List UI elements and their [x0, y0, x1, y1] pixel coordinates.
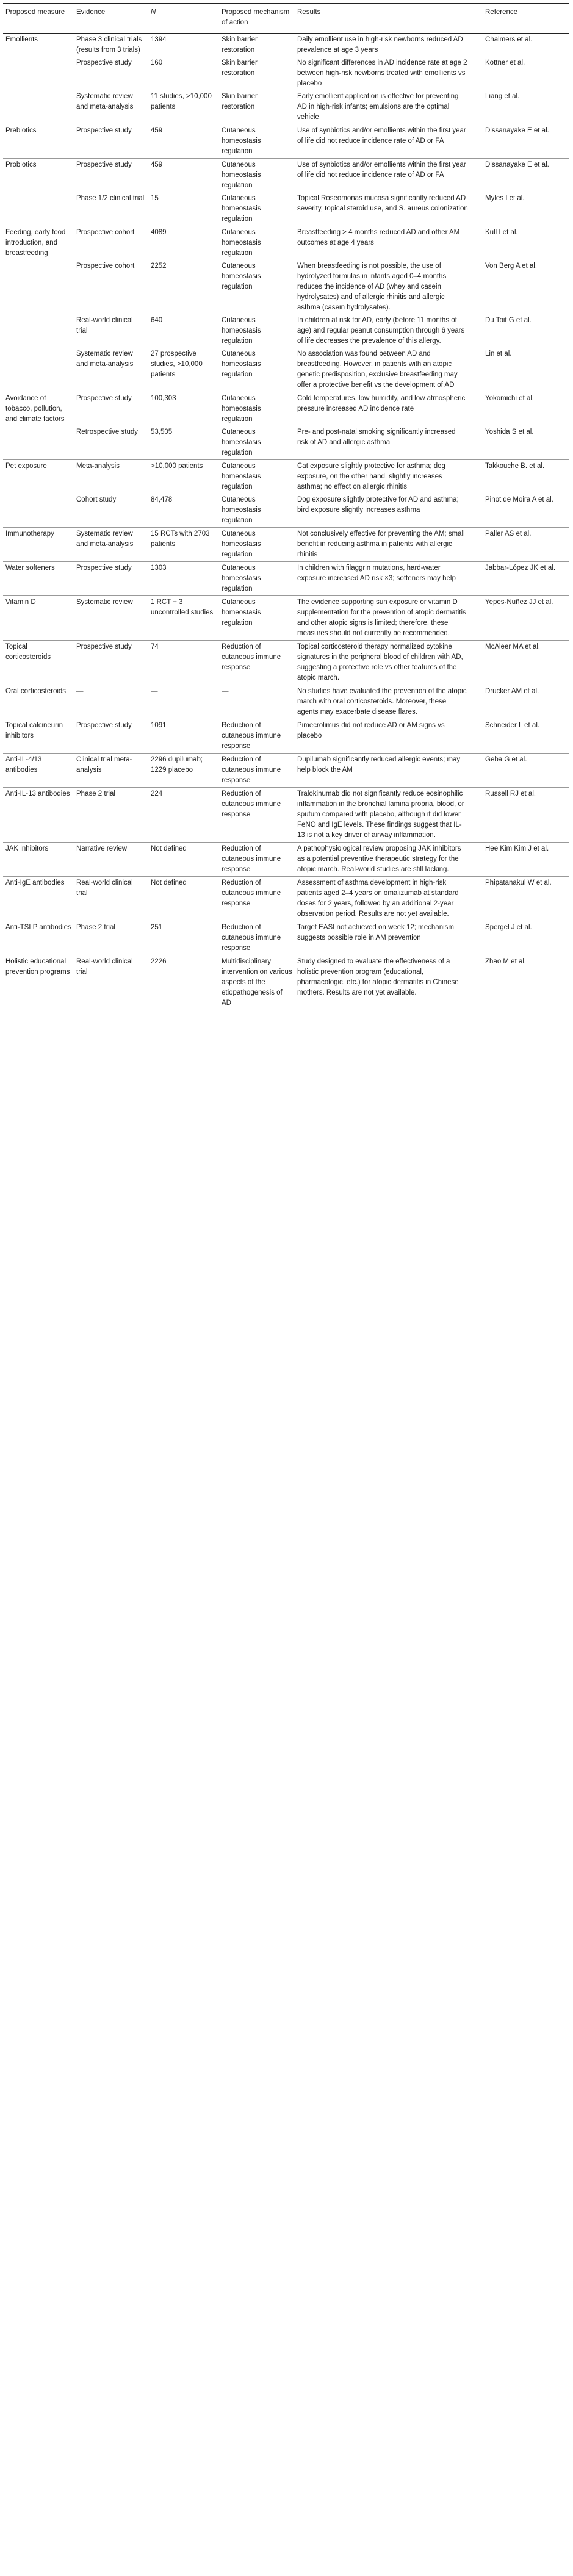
table-row: [3, 843, 569, 877]
cell-results: In children with filaggrin mutations, hard-water exposure increased AD risk ×3; softeners may help: [295, 562, 483, 596]
header-n: N: [148, 4, 219, 34]
cell-measure: [3, 314, 74, 348]
cell-reference: Russell RJ et al.: [483, 788, 569, 843]
cell-reference: Myles I et al.: [485, 195, 525, 202]
cell-results: Early emollient application is effective for preventing AD in high-risk infants; emulsions are the optimal vehicle: [297, 93, 459, 121]
table-row: [3, 57, 569, 90]
cell-measure: Topical calcineurin inhibitors: [3, 719, 74, 754]
cell-mechanism: Cutaneous homeostasis regulation: [222, 262, 261, 290]
cell-reference: Von Berg A et al.: [485, 262, 538, 270]
cell-results: Breastfeeding > 4 months reduced AD and other AM outcomes at age 4 years: [295, 226, 483, 261]
cell-evidence: Systematic review and meta-analysis: [74, 528, 148, 562]
table-header: [3, 4, 569, 34]
cell-mechanism: Cutaneous homeostasis regulation: [222, 350, 261, 378]
cell-reference: Yepes-Nuñez JJ et al.: [483, 596, 569, 641]
cell-mechanism: Cutaneous homeostasis regulation: [222, 317, 261, 345]
cell-n: 1091: [148, 719, 219, 754]
cell-mechanism: Cutaneous homeostasis regulation: [222, 428, 261, 456]
cell-evidence: Phase 2 trial: [74, 788, 148, 843]
cell-n: 2296 dupilumab; 1229 placebo: [148, 754, 219, 788]
cell-results: Cold temperatures, low humidity, and low atmospheric pressure increased AD incidence rate: [295, 392, 483, 426]
cell-evidence: Meta-analysis: [74, 460, 148, 494]
cell-results: The evidence supporting sun exposure or vitamin D supplementation for the prevention of atopic dermatitis and other atopic signs is limited; therefore, these measures should not currently be recommended.: [295, 596, 483, 641]
cell-mechanism: Reduction of cutaneous immune response: [219, 788, 295, 843]
cell-reference: Hee Kim Kim J et al.: [483, 843, 569, 877]
cell-n: 1303: [148, 562, 219, 596]
cell-results: When breastfeeding is not possible, the use of hydrolyzed formulas in infants aged 0–4 months reduces the incidence of AD (whey and casein hydrolysates) and of allergic rhinitis and allergic asthma (casein hydrolysates).: [297, 262, 447, 311]
cell-measure: Oral corticosteroids: [3, 685, 74, 719]
cell-mechanism: —: [219, 685, 295, 719]
cell-n: 459: [148, 124, 219, 159]
cell-measure: [3, 494, 74, 528]
cell-results: Pre- and post-natal smoking significantly increased risk of AD and allergic asthma: [297, 428, 456, 446]
cell-results: Dog exposure slightly protective for AD and asthma; bird exposure slightly increases asthma: [297, 496, 459, 514]
header-results: Results: [295, 4, 483, 34]
cell-n: 2226: [148, 955, 219, 1010]
cell-n: 224: [148, 788, 219, 843]
table-row: [3, 921, 569, 955]
cell-reference: Liang et al.: [485, 93, 520, 100]
cell-results: No significant differences in AD incidence rate at age 2 between high-risk newborns treated with emollients vs placebo: [297, 59, 467, 87]
cell-results: Pimecrolimus did not reduce AD or AM signs vs placebo: [295, 719, 483, 754]
cell-reference: Jabbar-López JK et al.: [483, 562, 569, 596]
cell-n: 459: [148, 159, 219, 193]
cell-measure: [3, 348, 74, 392]
cell-measure: [3, 260, 74, 314]
cell-results: Assessment of asthma development in high-risk patients aged 2–4 years on omalizumab at standard doses for 2 years, followed by an additional 2-year observation period. Results are not yet available.: [295, 877, 483, 921]
table-row: [3, 754, 569, 788]
cell-reference: Pinot de Moira A et al.: [485, 496, 553, 503]
cell-mechanism: Skin barrier restoration: [222, 36, 258, 54]
cell-reference: Geba G et al.: [483, 754, 569, 788]
cell-reference: Du Toit G et al.: [485, 317, 532, 324]
cell-measure: [3, 90, 74, 124]
table-row: [3, 192, 569, 226]
cell-mechanism: Reduction of cutaneous immune response: [219, 754, 295, 788]
cell-evidence: Phase 1/2 clinical trial: [76, 195, 145, 202]
cell-mechanism: Cutaneous homeostasis regulation: [219, 596, 295, 641]
cell-mechanism: Cutaneous homeostasis regulation: [219, 528, 295, 562]
cell-reference: Dissanayake E et al.: [483, 124, 569, 159]
cell-n: 1 RCT + 3 uncontrolled studies: [148, 596, 219, 641]
table-row: [3, 90, 569, 124]
prevention-measures-table: [3, 3, 569, 1010]
cell-reference: Schneider L et al.: [483, 719, 569, 754]
table-row: [3, 226, 569, 261]
cell-n: Not defined: [148, 843, 219, 877]
cell-measure: Probiotics: [3, 159, 74, 193]
header-reference: Reference: [483, 4, 569, 34]
cell-results: Use of synbiotics and/or emollients within the first year of life did not reduce incidence rate of AD or FA: [295, 159, 483, 193]
cell-results: A pathophysiological review proposing JAK inhibitors as a potential preventive therapeutic strategy for the atopic march. Real-world studies are still lacking.: [295, 843, 483, 877]
cell-n: 100,303: [148, 392, 219, 426]
cell-evidence: Prospective study: [74, 641, 148, 685]
cell-results: In children at risk for AD, early (before 11 months of age) and regular peanut consumption through 6 years of life decreases the prevalence of this allergy.: [297, 317, 465, 345]
cell-reference: Yoshida S et al.: [485, 428, 534, 436]
cell-evidence: Phase 3 clinical trials (results from 3 trials): [76, 36, 142, 54]
cell-evidence: Phase 2 trial: [74, 921, 148, 955]
table-row: [3, 955, 569, 1010]
cell-n: 4089: [148, 226, 219, 261]
cell-results: Topical corticosteroid therapy normalized cytokine signatures in the peripheral blood of children with AD, suggesting a protective role vs other features of the atopic march.: [295, 641, 483, 685]
cell-measure: Feeding, early food introduction, and breastfeeding: [3, 226, 74, 261]
cell-evidence: Systematic review and meta-analysis: [76, 93, 134, 110]
cell-mechanism: Reduction of cutaneous immune response: [219, 921, 295, 955]
cell-mechanism: Cutaneous homeostasis regulation: [222, 195, 261, 223]
cell-measure: Topical corticosteroids: [3, 641, 74, 685]
cell-measure: Pet exposure: [3, 460, 74, 494]
cell-mechanism: Reduction of cutaneous immune response: [219, 641, 295, 685]
cell-measure: Holistic educational prevention programs: [3, 955, 74, 1010]
table-row: [3, 528, 569, 562]
table-row: [3, 460, 569, 494]
cell-results: Daily emollient use in high-risk newborns reduced AD prevalence at age 3 years: [297, 36, 463, 54]
table-row: [3, 260, 569, 314]
cell-measure: [3, 426, 74, 460]
cell-measure: [3, 57, 74, 90]
cell-mechanism: Reduction of cutaneous immune response: [219, 719, 295, 754]
cell-evidence: Real-world clinical trial: [74, 955, 148, 1010]
cell-results: Not conclusively effective for preventing the AM; small benefit in reducing asthma in patients with allergic rhinitis: [295, 528, 483, 562]
cell-n: 15 RCTs with 2703 patients: [148, 528, 219, 562]
cell-reference: Lin et al.: [485, 350, 512, 358]
table-row: [3, 641, 569, 685]
cell-evidence: Cohort study: [76, 496, 117, 503]
table-row: [3, 159, 569, 193]
cell-reference: Drucker AM et al.: [483, 685, 569, 719]
cell-evidence: Clinical trial meta-analysis: [74, 754, 148, 788]
header-row: [3, 4, 569, 34]
cell-results: Tralokinumab did not significantly reduce eosinophilic inflammation in the bronchial lamina propria, blood, or sputum compared with placebo, although it did lower FeNO and IgE levels. These findings suggest that IL-13 is not a key driver of airway inflammation.: [295, 788, 483, 843]
cell-evidence: Prospective study: [74, 124, 148, 159]
cell-results: Dupilumab significantly reduced allergic events; may help block the AM: [295, 754, 483, 788]
table-row: [3, 877, 569, 921]
table-row: [3, 788, 569, 843]
cell-mechanism: Cutaneous homeostasis regulation: [219, 562, 295, 596]
cell-mechanism: Reduction of cutaneous immune response: [219, 877, 295, 921]
table-row: [3, 596, 569, 641]
cell-results: Target EASI not achieved on week 12; mechanism suggests possible role in AM prevention: [295, 921, 483, 955]
cell-evidence: Prospective study: [74, 392, 148, 426]
cell-results: Study designed to evaluate the effectiveness of a holistic prevention program (educational, pharmacologic, etc.) for atopic dermatitis in Chinese mothers. Results are not yet available.: [295, 955, 483, 1010]
cell-n: >10,000 patients: [148, 460, 219, 494]
cell-measure: [3, 192, 74, 226]
cell-n: 640: [151, 317, 163, 324]
cell-reference: McAleer MA et al.: [483, 641, 569, 685]
cell-n: 11 studies, >10,000 patients: [151, 93, 212, 110]
cell-reference: Kull I et al.: [483, 226, 569, 261]
cell-measure: JAK inhibitors: [3, 843, 74, 877]
cell-evidence: Prospective study: [74, 159, 148, 193]
cell-n: 53,505: [151, 428, 173, 436]
cell-reference: Kottner et al.: [485, 59, 525, 67]
cell-measure: Prebiotics: [3, 124, 74, 159]
header-evidence: Evidence: [74, 4, 148, 34]
cell-evidence: Real-world clinical trial: [74, 877, 148, 921]
table-row: [3, 124, 569, 159]
cell-mechanism: Skin barrier restoration: [222, 59, 258, 77]
table-body: [3, 34, 569, 1010]
cell-mechanism: Cutaneous homeostasis regulation: [219, 226, 295, 261]
cell-reference: Takkouche B. et al.: [483, 460, 569, 494]
table-row: [3, 348, 569, 392]
cell-measure: Emollients: [5, 36, 38, 43]
cell-evidence: Systematic review: [74, 596, 148, 641]
table-row: [3, 719, 569, 754]
cell-results: No studies have evaluated the prevention of the atopic march with oral corticosteroids. Moreover, these agents may exacerbate disease flares.: [295, 685, 483, 719]
cell-evidence: Real-world clinical trial: [76, 317, 133, 334]
cell-evidence: Narrative review: [74, 843, 148, 877]
cell-mechanism: Reduction of cutaneous immune response: [219, 843, 295, 877]
header-mechanism: Proposed mechanism of action: [219, 4, 295, 34]
cell-n: 1394: [151, 36, 167, 43]
table-row: [3, 494, 569, 528]
cell-n: 160: [151, 59, 163, 67]
cell-evidence: Systematic review and meta-analysis: [76, 350, 134, 368]
cell-evidence: —: [74, 685, 148, 719]
cell-measure: Anti-IL-4/13 antibodies: [3, 754, 74, 788]
cell-reference: Dissanayake E et al.: [483, 159, 569, 193]
cell-n: 15: [151, 195, 159, 202]
cell-measure: Anti-TSLP antibodies: [3, 921, 74, 955]
cell-evidence: Prospective study: [76, 59, 132, 67]
cell-evidence: Prospective study: [74, 719, 148, 754]
cell-mechanism: Multidisciplinary intervention on various aspects of the etiopathogenesis of AD: [219, 955, 295, 1010]
table-row: [3, 34, 569, 57]
cell-measure: Water softeners: [3, 562, 74, 596]
cell-measure: Anti-IgE antibodies: [3, 877, 74, 921]
header-measure: Proposed measure: [3, 4, 74, 34]
cell-mechanism: Cutaneous homeostasis regulation: [219, 159, 295, 193]
cell-reference: Paller AS et al.: [483, 528, 569, 562]
cell-reference: Phipatanakul W et al.: [483, 877, 569, 921]
cell-measure: Immunotherapy: [3, 528, 74, 562]
table-row: [3, 392, 569, 426]
cell-evidence: Retrospective study: [76, 428, 138, 436]
cell-results: Cat exposure slightly protective for asthma; dog exposure, on the other hand, slightly increases asthma; no effect on allergic rhinitis: [295, 460, 483, 494]
cell-measure: Anti-IL-13 antibodies: [3, 788, 74, 843]
cell-mechanism: Cutaneous homeostasis regulation: [219, 392, 295, 426]
cell-reference: Yokomichi et al.: [483, 392, 569, 426]
table-row: [3, 314, 569, 348]
cell-evidence: Prospective cohort: [76, 262, 135, 270]
cell-reference: Chalmers et al.: [485, 36, 533, 43]
cell-results: Topical Roseomonas mucosa significantly reduced AD severity, topical steroid use, and S. aureus colonization: [297, 195, 468, 212]
cell-n: 84,478: [151, 496, 173, 503]
table-row: [3, 562, 569, 596]
cell-n: 74: [148, 641, 219, 685]
cell-n: 27 prospective studies, >10,000 patients: [151, 350, 203, 378]
cell-n: 2252: [151, 262, 167, 270]
cell-mechanism: Cutaneous homeostasis regulation: [219, 460, 295, 494]
cell-mechanism: Cutaneous homeostasis regulation: [219, 124, 295, 159]
table-row: [3, 685, 569, 719]
cell-mechanism: Skin barrier restoration: [222, 93, 258, 110]
cell-measure: Avoidance of tobacco, pollution, and climate factors: [3, 392, 74, 426]
cell-measure: Vitamin D: [3, 596, 74, 641]
cell-n: —: [148, 685, 219, 719]
cell-results: Use of synbiotics and/or emollients within the first year of life did not reduce incidence rate of AD or FA: [295, 124, 483, 159]
table-row: [3, 426, 569, 460]
cell-reference: Spergel J et al.: [483, 921, 569, 955]
cell-evidence: Prospective cohort: [74, 226, 148, 261]
cell-evidence: Prospective study: [74, 562, 148, 596]
cell-results: No association was found between AD and breastfeeding. However, in patients with an atopic genetic predisposition, exclusive breastfeeding may offer a protective benefit vs the development of AD: [297, 350, 458, 389]
cell-reference: Zhao M et al.: [483, 955, 569, 1010]
cell-n: Not defined: [148, 877, 219, 921]
cell-mechanism: Cutaneous homeostasis regulation: [222, 496, 261, 524]
cell-n: 251: [148, 921, 219, 955]
